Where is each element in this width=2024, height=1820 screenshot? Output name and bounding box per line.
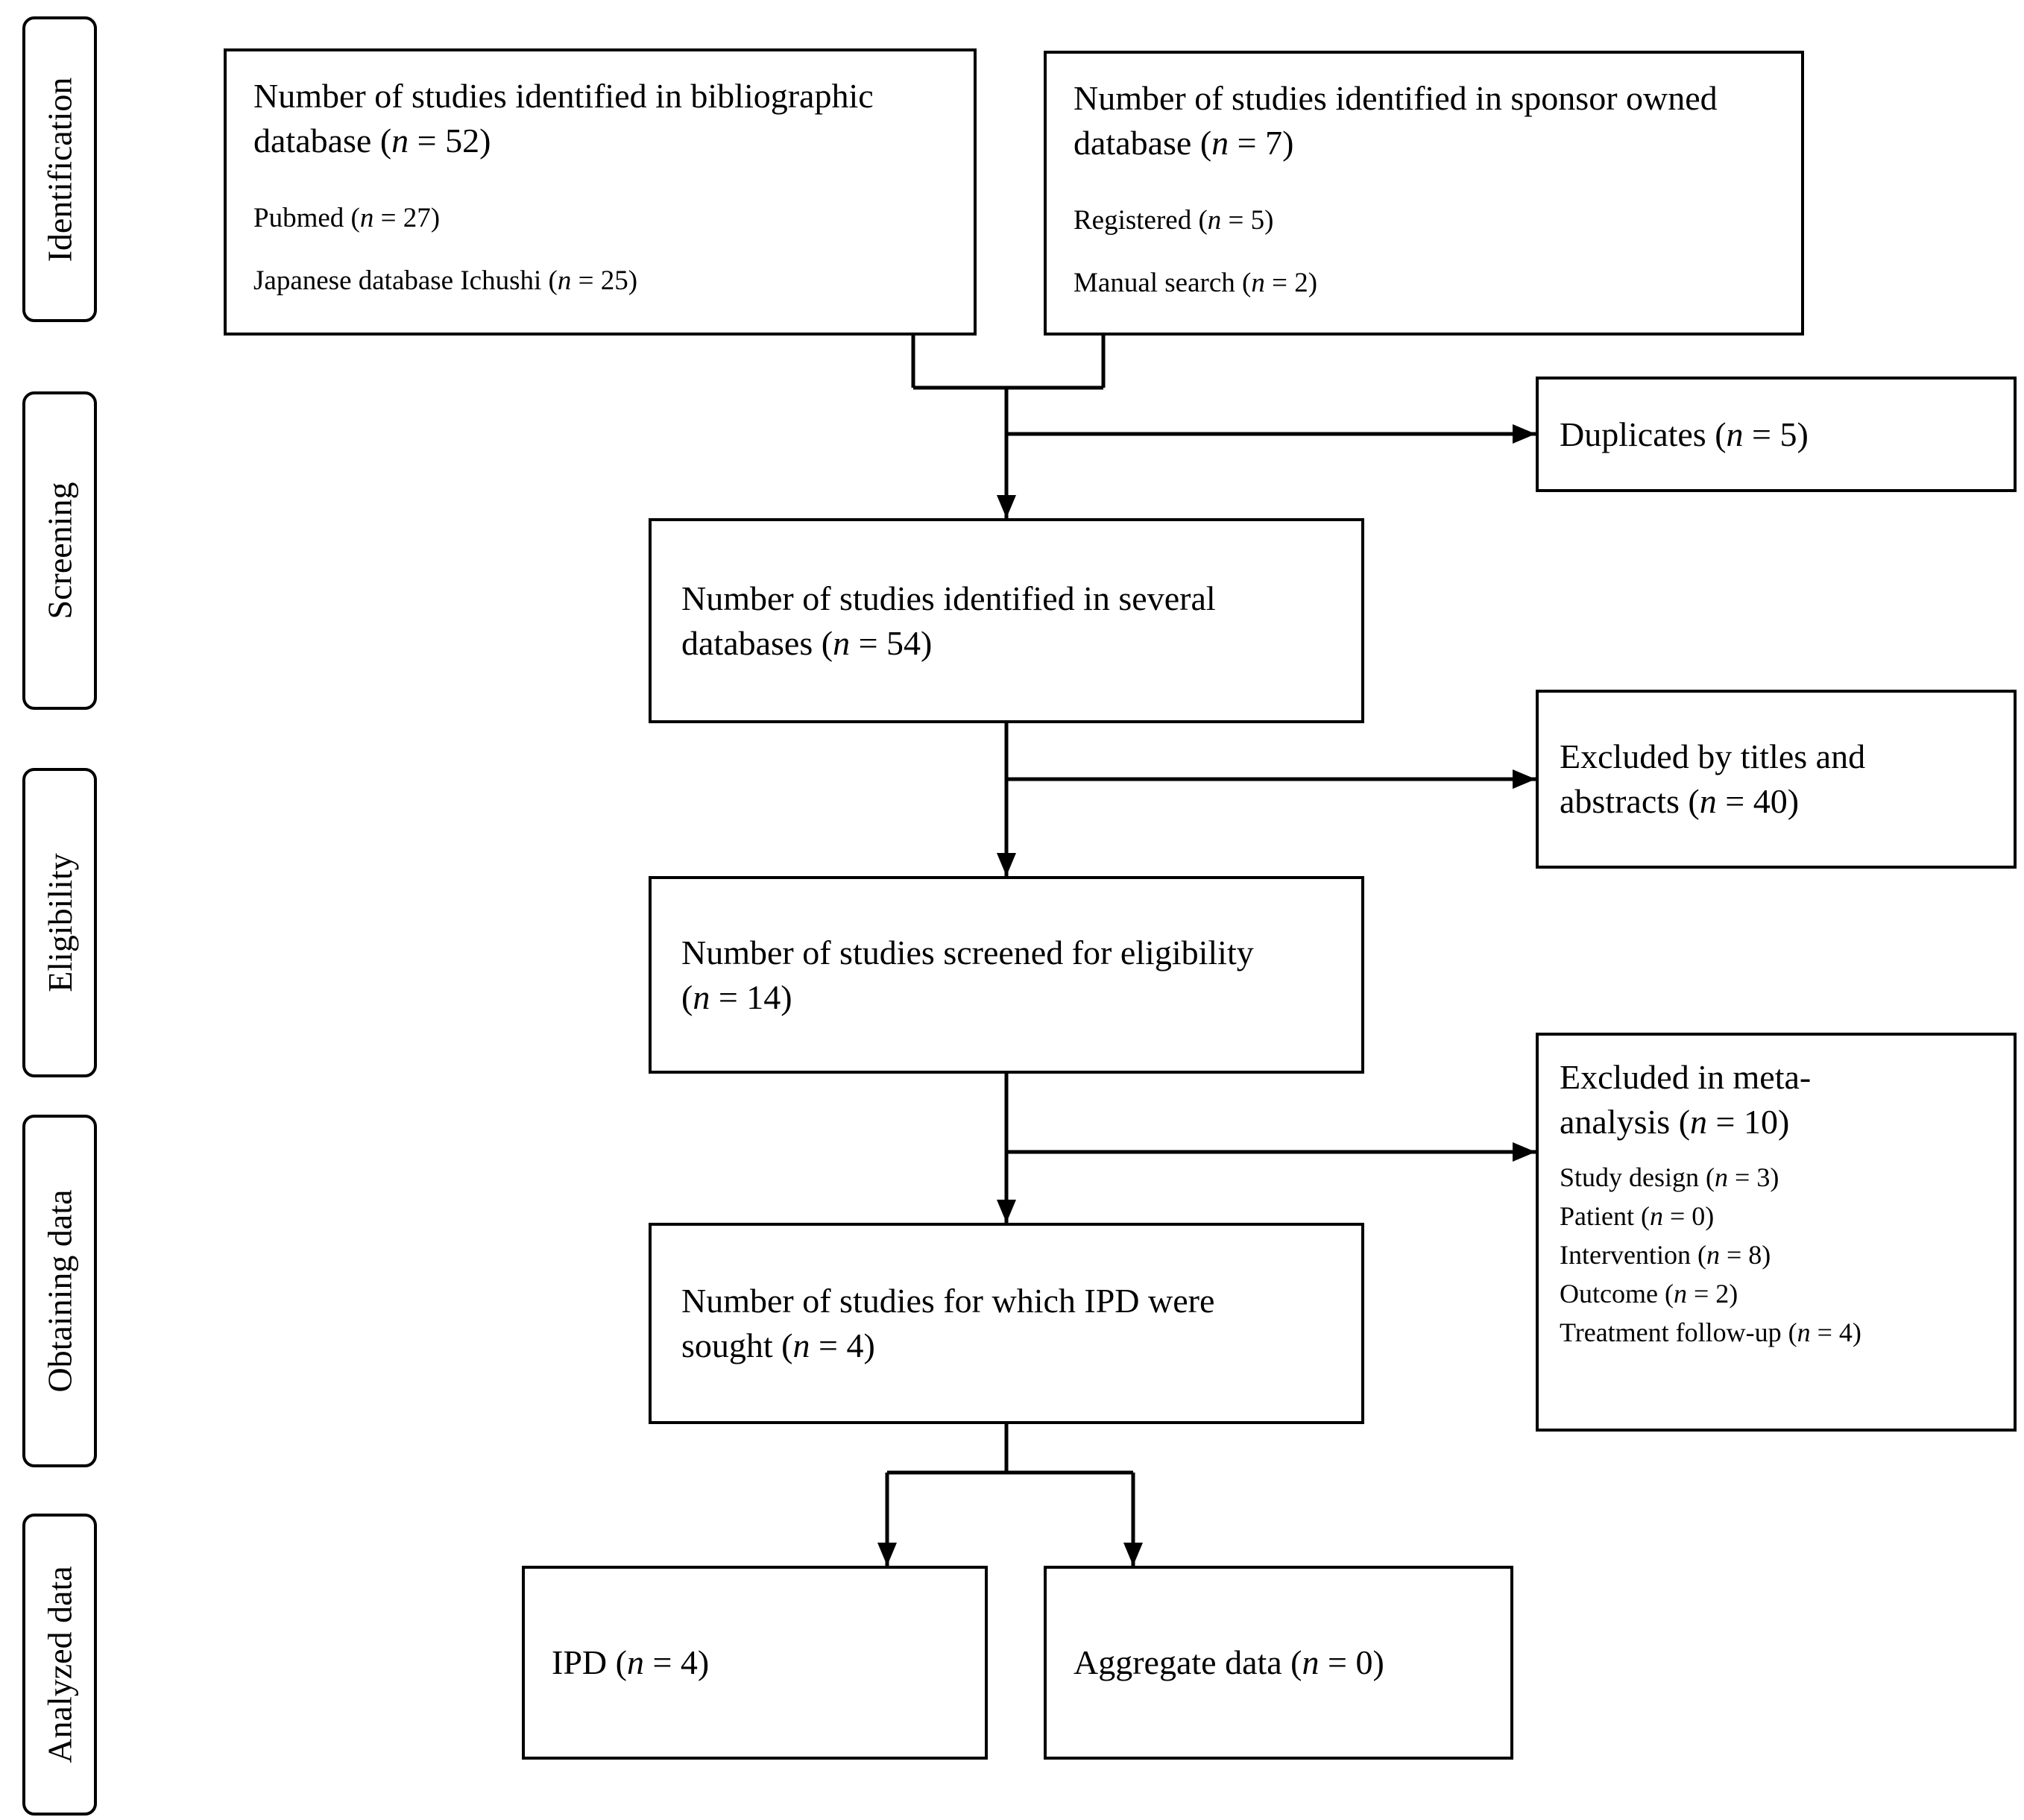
box-ipd-sought [649, 1223, 1364, 1424]
box-several-databases [649, 518, 1364, 723]
stage-label: Identification [40, 77, 79, 262]
box-title: Excluded by titles and abstracts (n = 40) [1560, 737, 1866, 820]
stage-label: Screening [40, 482, 79, 620]
stage-eligibility [22, 768, 97, 1077]
stage-label: Eligibility [40, 853, 79, 992]
box-line: Manual search (n = 2) [1074, 267, 1318, 298]
box-title: Number of studies for which IPD were sought (n = 4) [681, 1282, 1215, 1364]
box-line: Outcome (n = 2) [1560, 1279, 1738, 1309]
stage-analyzed-data [22, 1514, 97, 1816]
box-line: Study design (n = 3) [1560, 1162, 1779, 1192]
box-title: Duplicates (n = 5) [1560, 415, 1809, 453]
box-title: IPD (n = 4) [552, 1643, 710, 1682]
box-identified-bibliographic [224, 48, 977, 336]
box-identified-sponsor [1044, 51, 1804, 336]
box-line: Registered (n = 5) [1074, 204, 1274, 236]
box-line: Pubmed (n = 27) [253, 202, 441, 233]
connector-split-bracket [887, 1424, 1133, 1473]
box-title: Number of studies identified in sponsor owned database (n = 7) [1074, 79, 1718, 162]
box-title: Aggregate data (n = 0) [1074, 1643, 1384, 1682]
box-title: Number of studies screened for eligibility (n = 14) [681, 933, 1254, 1016]
box-line: Treatment follow-up (n = 4) [1560, 1317, 1861, 1348]
box-title: Number of studies identified in several databases (n = 54) [681, 579, 1216, 662]
stage-label: Obtaining data [40, 1189, 79, 1393]
stage-obtaining-data [22, 1115, 97, 1467]
stage-screening [22, 391, 97, 710]
box-excluded-titles [1536, 690, 2017, 869]
box-title: Excluded in meta-analysis (n = 10) [1560, 1058, 1812, 1141]
stage-identification [22, 16, 97, 322]
box-screened-eligibility [649, 876, 1364, 1074]
stage-label: Analyzed data [40, 1566, 79, 1763]
box-line: Patient (n = 0) [1560, 1200, 1715, 1231]
box-line: Japanese database Ichushi (n = 25) [253, 265, 638, 296]
connector-merge-bracket [913, 336, 1103, 388]
box-ipd [522, 1566, 988, 1760]
box-title: Number of studies identified in bibliographic database (n = 52) [253, 77, 874, 160]
box-aggregate [1044, 1566, 1513, 1760]
box-line: Intervention (n = 8) [1560, 1239, 1771, 1270]
box-duplicates [1536, 377, 2017, 492]
box-excluded-meta [1536, 1033, 2017, 1432]
